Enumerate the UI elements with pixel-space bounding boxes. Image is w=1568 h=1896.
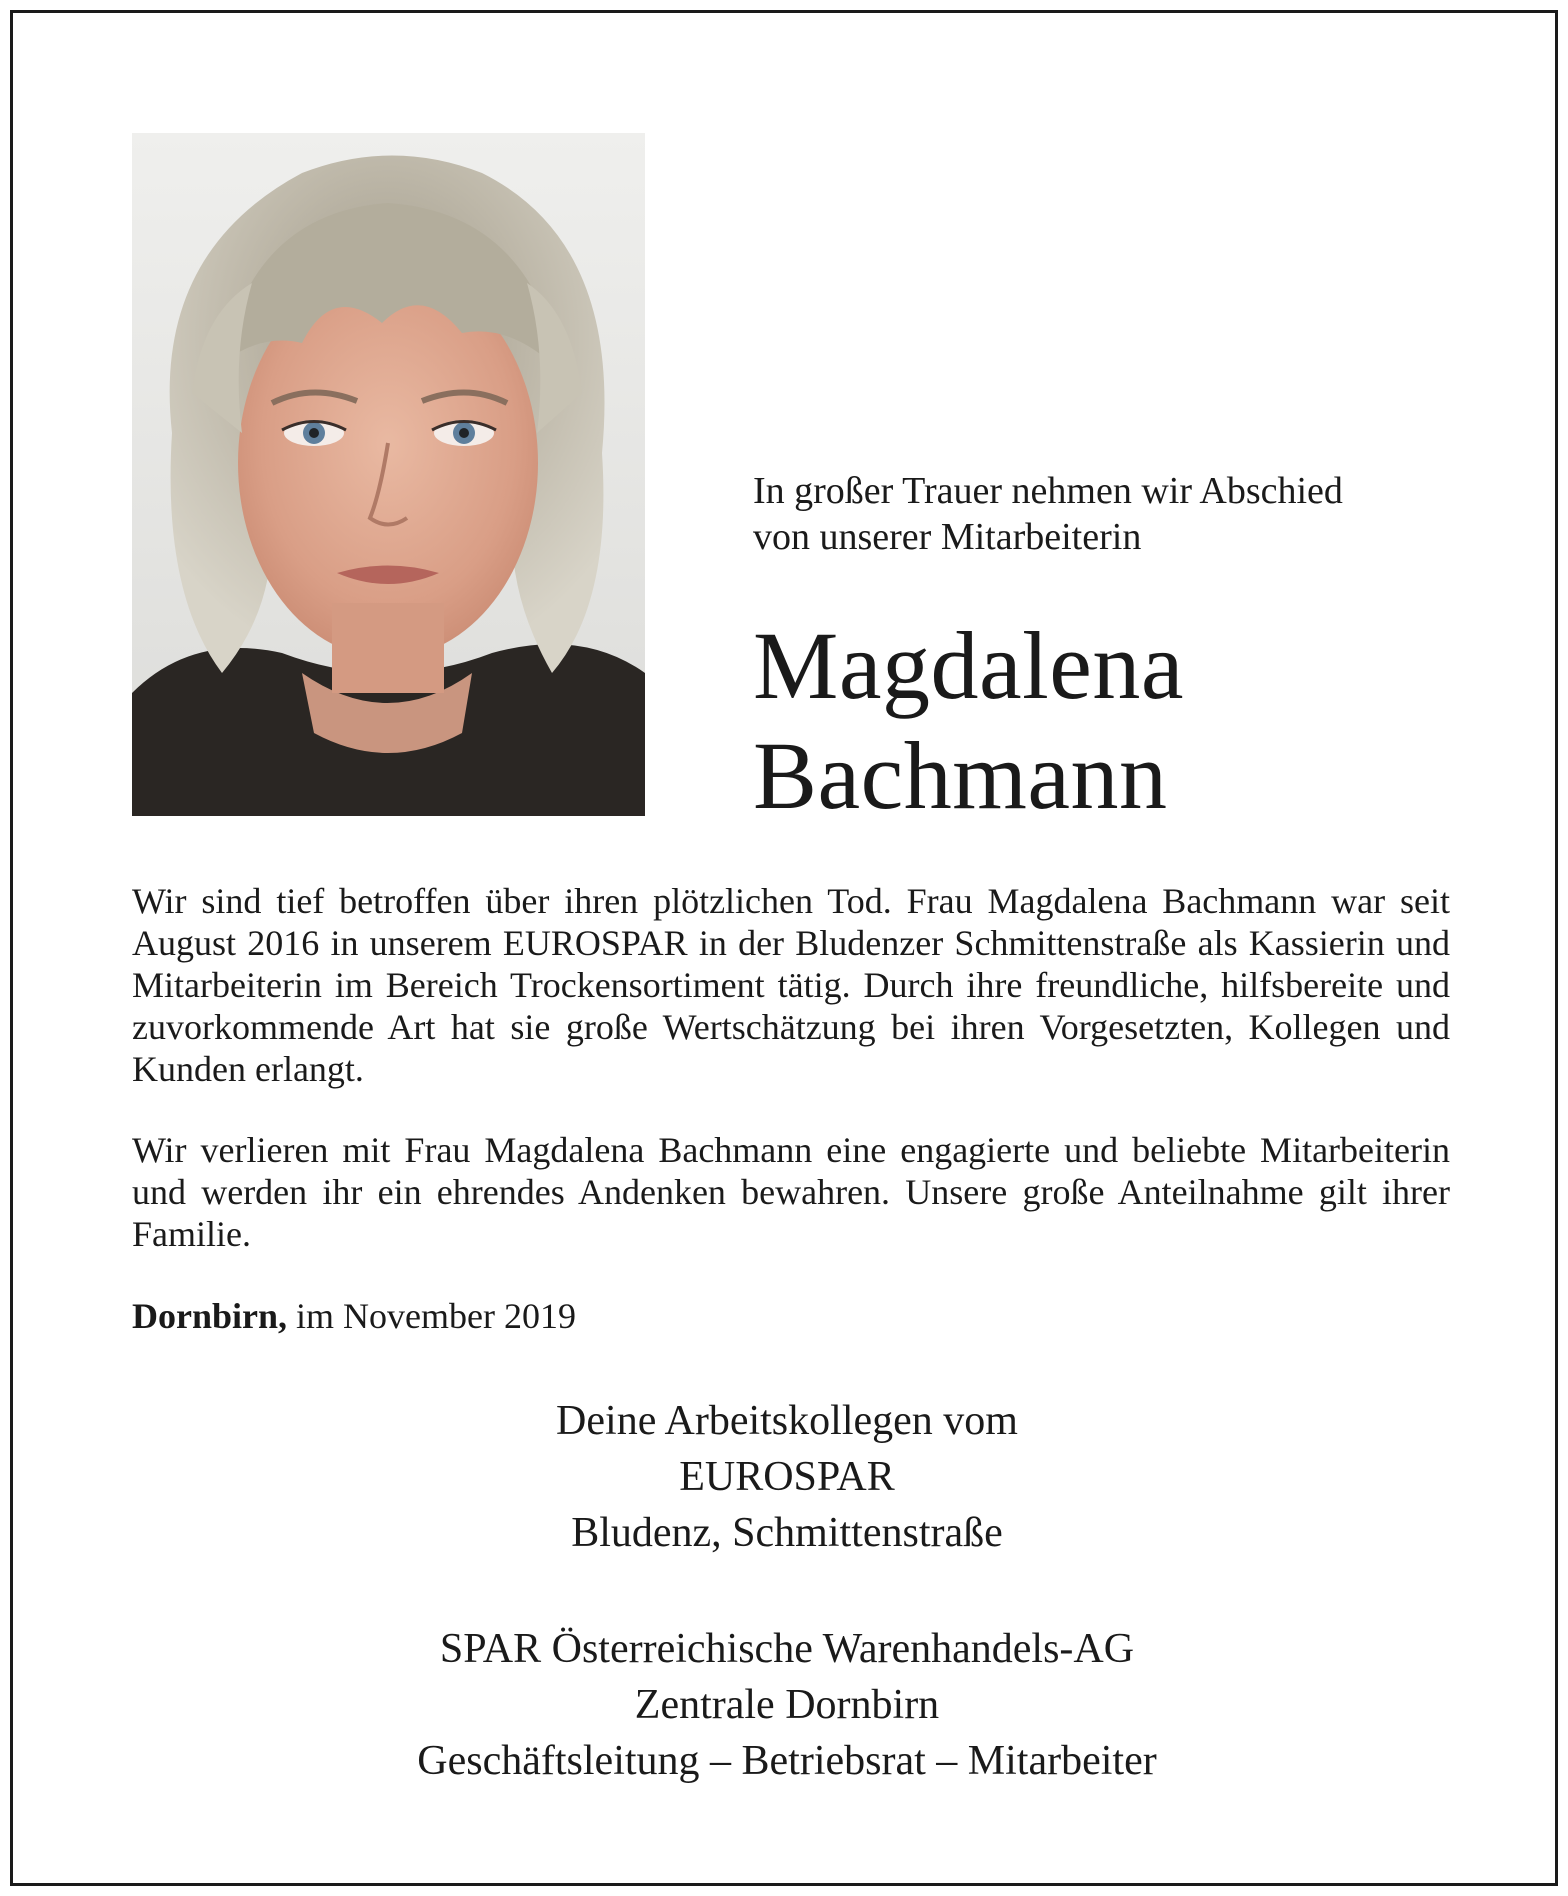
signature-company-line-3: Geschäftsleitung – Betriebsrat – Mitarbeiter — [417, 1738, 1157, 1784]
portrait-photo — [132, 133, 645, 816]
signature-store-line-3: Bludenz, Schmittenstraße — [571, 1510, 1003, 1556]
place-date — [132, 1295, 576, 1337]
obituary-frame — [10, 10, 1558, 1886]
signature-company — [13, 1621, 1561, 1789]
deceased-name — [753, 611, 1493, 831]
intro-line-1: In großer Trauer nehmen wir Abschied — [753, 470, 1343, 512]
place: Dornbirn, — [132, 1296, 288, 1336]
body-paragraph-1: Wir sind tief betroffen über ihren plötzlichen Tod. Frau Magdalena Bachmann war seit August 2016 in unserem EUROSPAR in der Bludenzer Schmittenstraße als Kassierin und Mitarbeiterin im Bereich Trockensortiment tätig. Durch ihre freundliche, hilfsbereite und zuvorkommende Art hat sie große Wertschätzung bei ihren Vorgesetzten, Kollegen und Kunden erlangt. — [132, 881, 1450, 1089]
signature-store — [13, 1393, 1561, 1561]
signature-store-line-2: EUROSPAR — [679, 1454, 895, 1500]
date: im November 2019 — [287, 1296, 576, 1336]
body-paragraph-2: Wir verlieren mit Frau Magdalena Bachmann eine engagierte und beliebte Mitarbeiterin und werden ihr ein ehrendes Andenken bewahren. Unsere große Anteilnahme gilt ihrer Familie. — [132, 1130, 1450, 1254]
portrait-image — [132, 133, 645, 816]
first-name: Magdalena — [753, 612, 1184, 719]
intro-line-2: von unserer Mitarbeiterin — [753, 516, 1142, 558]
signature-store-line-1: Deine Arbeitskollegen vom — [556, 1398, 1018, 1444]
signature-company-line-2: Zentrale Dornbirn — [634, 1682, 940, 1728]
last-name: Bachmann — [753, 722, 1168, 829]
signature-company-line-1: SPAR Österreichische Warenhandels-AG — [439, 1626, 1135, 1672]
intro-text — [753, 468, 1473, 560]
